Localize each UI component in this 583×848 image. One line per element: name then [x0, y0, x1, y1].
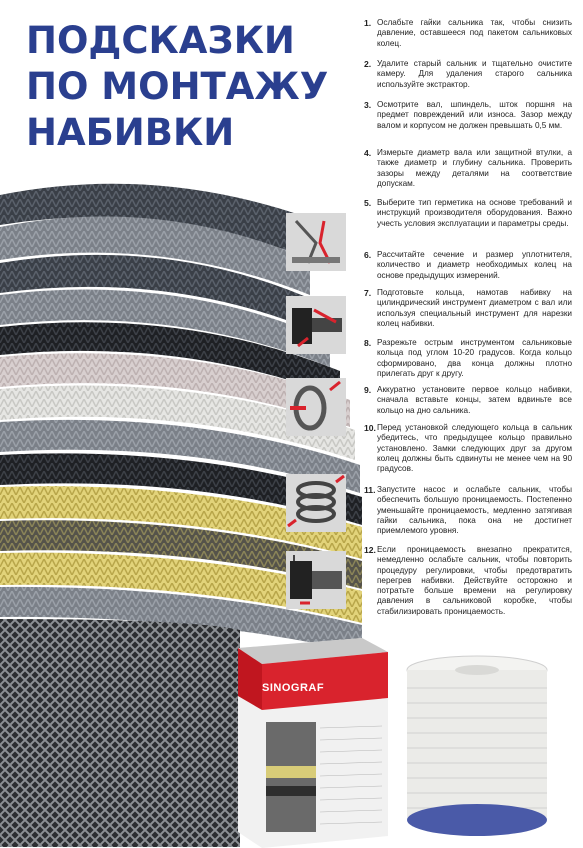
- gland-adjustment-icon: [286, 551, 346, 609]
- step-item: [364, 545, 572, 617]
- step-text: Подготовьте кольца, намотав набивку на цилиндрический инструмент диаметром с вал или используя специальный инструмент для нарезки колец набивки.: [377, 288, 572, 328]
- step-item: [364, 18, 572, 49]
- step-text: Если проницаемость внезапно прекратится, немедленно ослабьте сальник, чтобы повторить процедуру регулировки, чтобы предотвратить перегрев набивки. Действуйте осторожно и потратьте больше времени на регулировку давления в сальниковой коробке, чтобы стабилизировать проницаемость.: [377, 545, 572, 616]
- step-item: [364, 385, 572, 416]
- step-number: 9.: [364, 385, 372, 395]
- step-text: Разрежьте острым инструментом сальниковые кольца под углом 10-20 градусов. Когда кольцо сформировано, два конца должны плотно прилегать друг к другу.: [377, 338, 572, 378]
- step-number: 10.: [364, 423, 376, 433]
- step-text: Аккуратно установите первое кольцо набивки, сначала вставьте концы, затем вдвиньте все кольцо на дно сальника.: [377, 385, 572, 415]
- step-text: Измерьте диаметр вала или защитной втулки, а также диаметр и глубину сальника. Проверить зазоры между деталями на соответствие допускам.: [377, 148, 572, 188]
- step-text: Удалите старый сальник и тщательно очистите камеру. Для удаления старого сальника используйте экстрактор.: [377, 59, 572, 89]
- step-item: [364, 59, 572, 90]
- title-line: ПОДСКАЗКИ: [26, 19, 295, 62]
- extractor-tool-icon: [286, 213, 346, 271]
- step-number: 8.: [364, 338, 372, 348]
- step-item: [364, 148, 572, 189]
- step-item: [364, 423, 572, 474]
- step-number: 1.: [364, 18, 372, 28]
- ring-insertion-icon: [286, 378, 346, 436]
- step-item: [364, 250, 572, 281]
- step-number: 7.: [364, 288, 372, 298]
- step-number: 11.: [364, 485, 376, 495]
- step-item: [364, 100, 572, 131]
- step-item: [364, 198, 572, 229]
- title-line: ПО МОНТАЖУ: [26, 65, 329, 108]
- step-number: 5.: [364, 198, 372, 208]
- step-number: 2.: [364, 59, 372, 69]
- step-number: 4.: [364, 148, 372, 158]
- step-number: 12.: [364, 545, 376, 555]
- step-item: [364, 485, 572, 536]
- step-number: 6.: [364, 250, 372, 260]
- product-box-image: [232, 636, 392, 848]
- step-text: Рассчитайте сечение и размер уплотнителя, количество и диаметр необходимых колец на основе предыдущих измерений.: [377, 250, 572, 280]
- step-text: Перед установкой следующего кольца в сальник убедитесь, что предыдущее кольцо правильно установлено. Замки следующих друг за другом колец должны быть сдвинуты не менее чем на 90 градусов.: [377, 423, 572, 474]
- step-text: Выберите тип герметика на основе требований и инструкций производителя оборудования. Важно учесть условия эксплуатации и параметры среды.: [377, 198, 572, 228]
- step-text: Осмотрите вал, шпиндель, шток поршня на предмет повреждений или износа. Зазор между валом и корпусом не должен превышать 0,5 мм.: [377, 100, 572, 130]
- title-line: НАБИВКИ: [26, 111, 235, 154]
- step-text: Ослабьте гайки сальника так, чтобы снизить давление, оставшееся под пакетом сальниковых колец.: [377, 18, 572, 48]
- brand-logo-text: SINOGRAF: [262, 682, 325, 694]
- ring-cutting-icon: [286, 296, 346, 354]
- ring-stack-icon: [286, 474, 346, 532]
- step-number: 3.: [364, 100, 372, 110]
- page-title: [26, 18, 329, 156]
- step-item: [364, 338, 572, 379]
- packing-spool-image: [392, 648, 562, 848]
- step-text: Запустите насос и ослабьте сальник, чтобы обеспечить большую проницаемость. Постепенно уменьшайте проницаемость, медленно затягивая гайки сальника, пока она не достигнет приемлемого уровня.: [377, 485, 572, 536]
- step-item: [364, 288, 572, 329]
